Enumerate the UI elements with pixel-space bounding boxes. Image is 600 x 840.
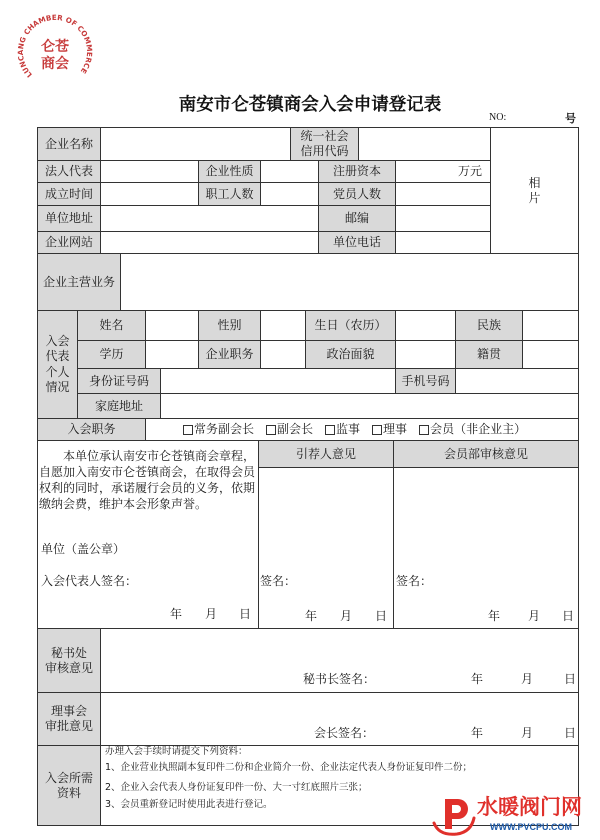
option-label: 常务副会长 (194, 422, 255, 436)
company-phone-label: 单位电话 (319, 232, 396, 254)
date-year: 年 (471, 726, 484, 740)
postcode-label: 邮编 (319, 206, 396, 232)
staff-count-label: 职工人数 (199, 183, 261, 206)
photo-box[interactable] (491, 128, 579, 254)
watermark-site-url: WWW.PVCPU.COM (490, 822, 572, 832)
member-dept-opinion-box[interactable] (394, 468, 579, 629)
date-day: 日 (564, 672, 577, 686)
capital-unit: 万元 (457, 164, 482, 178)
date-year: 年 (305, 609, 318, 623)
rep-education-label: 学历 (78, 341, 146, 369)
company-address-label: 单位地址 (38, 206, 101, 232)
party-members-field[interactable] (396, 183, 491, 206)
member-dept-signature-label: 签名： (396, 574, 433, 588)
referrer-header: 引荐人意见 (259, 441, 394, 468)
company-name-label: 企业名称 (38, 128, 101, 161)
representative-section-label (38, 311, 78, 419)
date-month: 月 (528, 609, 541, 623)
referrer-opinion-box[interactable] (259, 468, 394, 629)
representative-signature-label: 入会代表人签名： (41, 574, 138, 588)
company-nature-field[interactable] (261, 161, 319, 183)
rep-political-label: 政治面貌 (306, 341, 396, 369)
watermark-site-name: 水暖阀门网 (477, 795, 582, 819)
checkbox[interactable] (325, 425, 335, 435)
founded-label: 成立时间 (38, 183, 101, 206)
date-month: 月 (521, 672, 534, 686)
option-label: 副会长 (277, 422, 314, 436)
rep-name-field[interactable] (146, 311, 199, 341)
form-title: 南安市仑苍镇商会入会申请登记表 (178, 95, 442, 115)
rep-native-place-field[interactable] (523, 341, 579, 369)
company-name-field[interactable] (101, 128, 291, 161)
main-business-label: 企业主营业务 (38, 254, 121, 311)
checkbox[interactable] (183, 425, 193, 435)
credit-code-label-line-2: 信用代码 (300, 144, 349, 158)
rep-mobile-label: 手机号码 (396, 369, 456, 394)
secretariat-label (38, 629, 101, 693)
checkbox[interactable] (372, 425, 382, 435)
logo-ring-textpath: LUNCANG CHAMBER OF COMMERCE (15, 12, 95, 80)
rep-mobile-field[interactable] (456, 369, 579, 394)
rep-position-field[interactable] (261, 341, 306, 369)
rep-name-label: 姓名 (78, 311, 146, 341)
photo-label: 相片 (528, 175, 541, 205)
company-phone-field[interactable] (396, 232, 491, 254)
rep-ethnicity-field[interactable] (523, 311, 579, 341)
option-member[interactable] (419, 422, 526, 437)
secretariat-label-line-1: 秘书处 (50, 645, 87, 660)
checkbox[interactable] (266, 425, 276, 435)
declaration-text: 本单位承认南安市仑苍镇商会章程，自愿加入南安市仑苍镇商会，在取得会员权利的同时，承诺履行会员的义务，依期缴纳会费，维护本会形象声誉。 (39, 449, 256, 511)
rep-position-label: 企业职务 (199, 341, 261, 369)
president-signature-label: 会长签名： (314, 726, 375, 740)
rep-ethnicity-label: 民族 (456, 311, 523, 341)
serial-no-suffix: 号 (565, 112, 576, 125)
council-label-line-2: 审批意见 (44, 719, 93, 733)
website-field[interactable] (101, 232, 319, 254)
referrer-signature-label: 签名： (260, 574, 297, 588)
logo-cn-bottom: 商会 (41, 56, 69, 72)
rep-native-place-label: 籍贯 (456, 341, 523, 369)
materials-item-2: 2、企业入会代表人身份证复印件一份、大一寸红底照片三张； (105, 782, 368, 793)
watermark-p-logo-icon (430, 793, 476, 837)
date-month: 月 (340, 609, 353, 623)
founded-field[interactable] (101, 183, 199, 206)
option-supervisor[interactable] (325, 422, 360, 437)
credit-code-label-line-1: 统一社会 (300, 129, 349, 143)
date-year: 年 (488, 609, 501, 623)
registration-form-table (37, 127, 579, 826)
rep-gender-field[interactable] (261, 311, 306, 341)
council-label (38, 693, 101, 746)
chamber-logo (14, 11, 96, 93)
secretariat-label-line-2: 审核意见 (44, 660, 93, 675)
materials-label-line-2: 资料 (56, 785, 81, 800)
materials-label-line-1: 入会所需 (44, 770, 93, 785)
registered-capital-field[interactable] (396, 161, 491, 183)
secretariat-opinion-box[interactable] (101, 629, 579, 693)
materials-intro: 办理入会手续时请提交下列资料： (105, 746, 248, 757)
registered-capital-label: 注册资本 (319, 161, 396, 183)
option-label: 会员（非企业主） (430, 422, 527, 436)
date-month: 月 (205, 607, 218, 621)
website-label: 企业网站 (38, 232, 101, 254)
rep-home-address-field[interactable] (161, 394, 579, 419)
council-opinion-box[interactable] (101, 693, 579, 746)
option-executive-vice-president[interactable] (183, 422, 254, 437)
council-label-line-1: 理事会 (50, 704, 87, 718)
rep-gender-label: 性别 (199, 311, 261, 341)
date-year: 年 (471, 672, 484, 686)
postcode-field[interactable] (396, 206, 491, 232)
date-day: 日 (564, 726, 577, 740)
rep-birthday-label: 生日（农历） (306, 311, 396, 341)
materials-label (38, 746, 101, 826)
declaration-box[interactable] (38, 441, 259, 629)
option-label: 监事 (336, 422, 361, 436)
rep-political-field[interactable] (396, 341, 456, 369)
date-day: 日 (375, 609, 388, 623)
seal-label: 单位（盖公章） (41, 542, 126, 556)
rep-id-field[interactable] (161, 369, 396, 394)
representative-section-text: 入会代表个人情况 (45, 333, 70, 394)
company-nature-label: 企业性质 (199, 161, 261, 183)
option-vice-president[interactable] (266, 422, 313, 437)
credit-code-field[interactable] (359, 128, 491, 161)
rep-home-address-label: 家庭地址 (78, 394, 161, 419)
option-label: 理事 (383, 422, 408, 436)
staff-count-field[interactable] (261, 183, 319, 206)
date-month: 月 (521, 726, 534, 740)
main-business-field[interactable] (121, 254, 579, 311)
materials-item-1: 1、企业营业执照副本复印件二份和企业简介一份、企业法定代表人身份证复印件二份； (105, 762, 473, 773)
member-dept-header: 会员部审核意见 (394, 441, 579, 468)
party-members-label: 党员人数 (319, 183, 396, 206)
logo-cn-top: 仑苍 (41, 39, 69, 55)
secretary-general-signature-label: 秘书长签名： (303, 672, 376, 686)
checkbox[interactable] (419, 425, 429, 435)
legal-rep-label: 法人代表 (38, 161, 101, 183)
membership-role-label: 入会职务 (38, 419, 146, 441)
membership-role-options (146, 419, 579, 441)
date-year: 年 (170, 607, 183, 621)
serial-no-label: NO: (489, 112, 507, 123)
materials-item-3: 3、会员重新登记时使用此表进行登记。 (105, 799, 273, 810)
legal-rep-field[interactable] (101, 161, 199, 183)
rep-birthday-field[interactable] (396, 311, 456, 341)
rep-id-label: 身份证号码 (78, 369, 161, 394)
rep-education-field[interactable] (146, 341, 199, 369)
date-day: 日 (239, 607, 252, 621)
date-day: 日 (562, 609, 575, 623)
option-director[interactable] (372, 422, 407, 437)
company-address-field[interactable] (101, 206, 319, 232)
credit-code-label (291, 128, 359, 161)
